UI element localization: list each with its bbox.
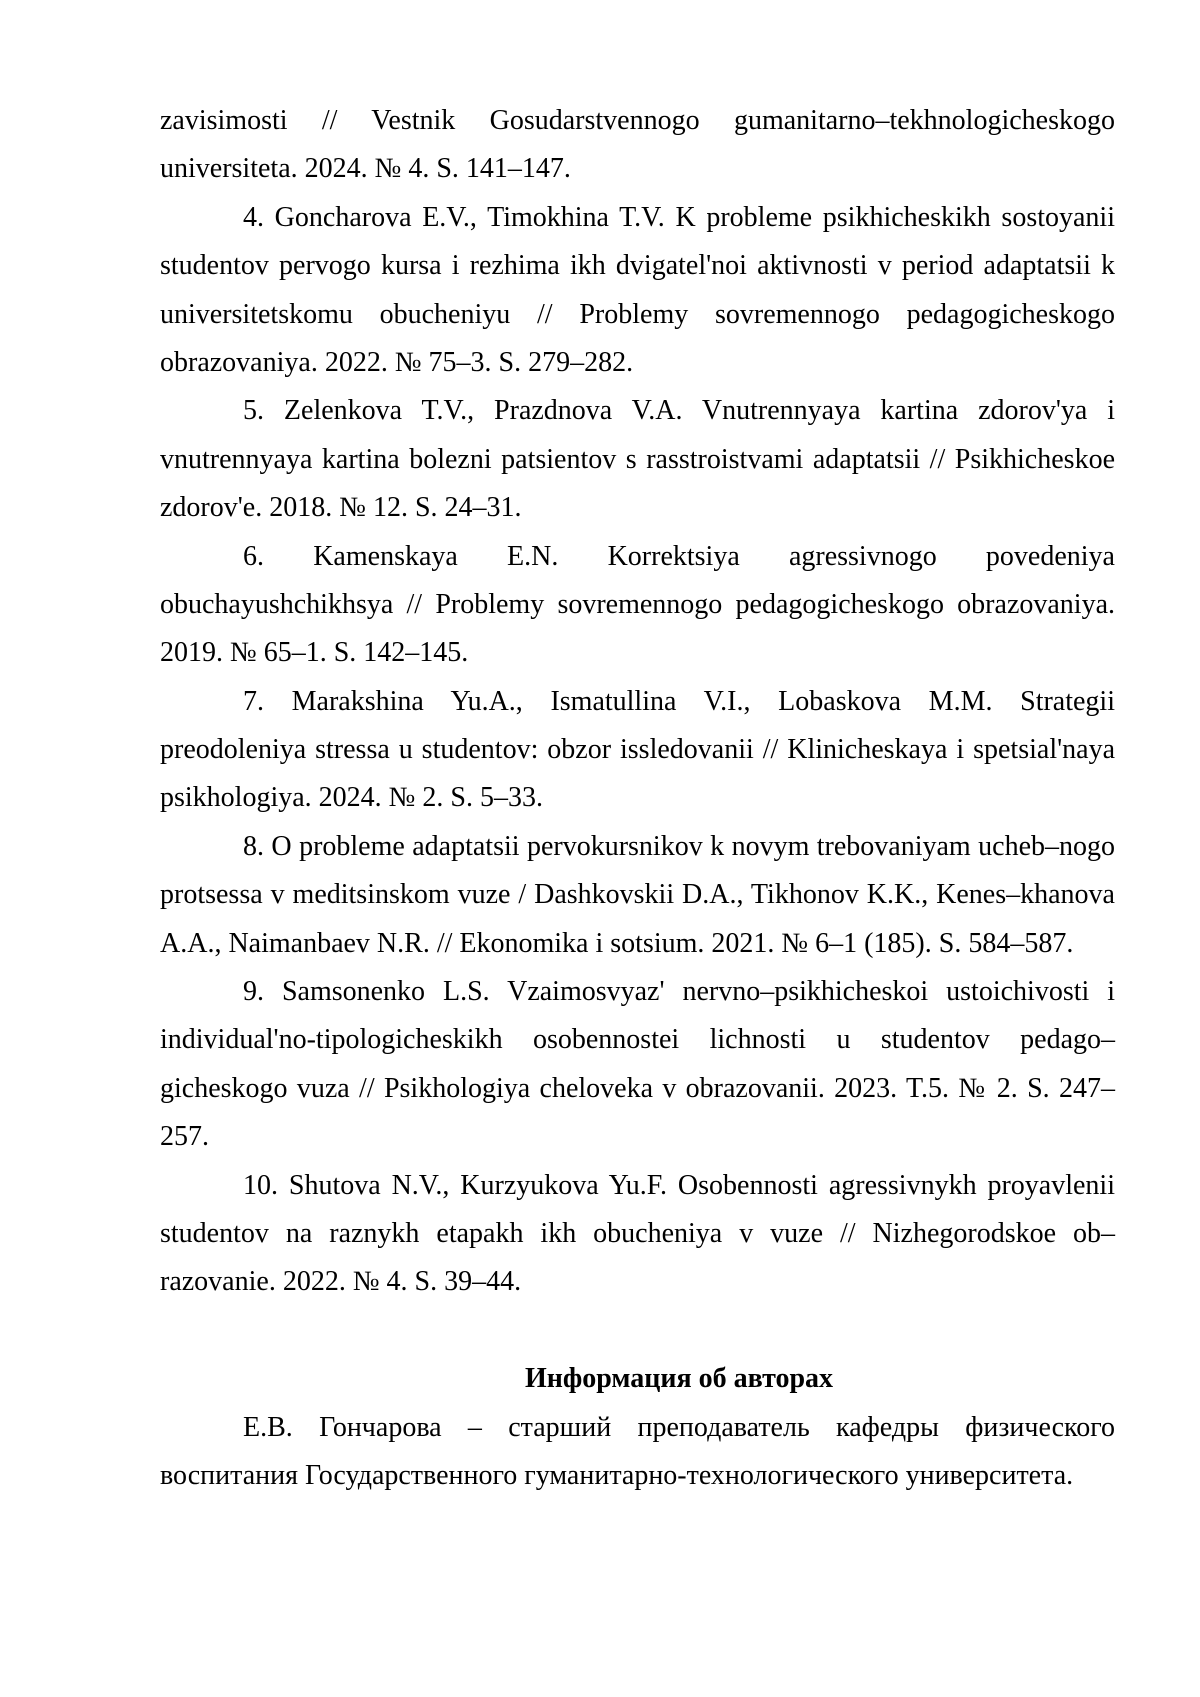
reference-paragraph-line: 10. Shutova N.V., Kurzyukova Yu.F. Osobennosti agressivnykh proyavlenii	[243, 1169, 1115, 1201]
reference-paragraph-line: individual'no-tipologicheskikh osobennostei lichnosti u studentov pedago–	[160, 1024, 1115, 1056]
reference-paragraph-line: zdorov'e. 2018. № 12. S. 24–31.	[160, 492, 522, 524]
reference-paragraph-line: 2019. № 65–1. S. 142–145.	[160, 637, 469, 669]
reference-paragraph-line: universitetskomu obucheniyu // Problemy sovremennogo pedagogicheskogo	[160, 298, 1115, 330]
reference-paragraph-line: protsessa v meditsinskom vuze / Dashkovskii D.A., Tikhonov K.K., Kenes–khanova	[160, 879, 1115, 911]
document-text-block	[160, 97, 1115, 1500]
reference-paragraph-line: obrazovaniya. 2022. № 75–3. S. 279–282.	[160, 346, 634, 378]
reference-paragraph-line: 6. Kamenskaya E.N. Korrektsiya agressivnogo povedeniya	[243, 540, 1115, 572]
reference-paragraph-line: psikhologiya. 2024. № 2. S. 5–33.	[160, 782, 543, 814]
author-info-paragraph-line: воспитания Государственного гуманитарно-технологического университета.	[160, 1459, 1074, 1491]
reference-paragraph	[160, 678, 1115, 823]
reference-paragraph-line: studentov pervogo kursa i rezhima ikh dvigatel'noi aktivnosti v period adaptatsii k	[160, 250, 1115, 282]
reference-paragraph-line: 9. Samsonenko L.S. Vzaimosvyaz' nervno–psikhicheskoi ustoichivosti i	[243, 976, 1115, 1008]
reference-paragraph-line: 5. Zelenkova T.V., Prazdnova V.A. Vnutrennyaya kartina zdorov'ya i	[243, 395, 1115, 427]
reference-paragraph	[160, 194, 1115, 388]
author-info-paragraph	[160, 1404, 1115, 1501]
reference-paragraph-line: obuchayushchikhsya // Problemy sovremennogo pedagogicheskogo obrazovaniya.	[160, 588, 1115, 620]
reference-paragraph-line: 8. O probleme adaptatsii pervokursnikov k novym trebovaniyam ucheb–nogo	[243, 830, 1115, 862]
reference-paragraph	[160, 823, 1115, 968]
authors-section-heading: Информация об авторах	[524, 1363, 834, 1395]
reference-paragraph	[160, 533, 1115, 678]
reference-paragraph-line: vnutrennyaya kartina bolezni patsientov s rasstroistvami adaptatsii // Psikhicheskoe	[160, 443, 1115, 475]
author-info-paragraph-line: Е.В. Гончарова – старший преподаватель кафедры физического	[243, 1411, 1115, 1443]
reference-paragraph	[160, 968, 1115, 1162]
reference-paragraph-line: studentov na raznykh etapakh ikh obucheniya v vuze // Nizhegorodskoe ob–	[160, 1217, 1115, 1249]
reference-paragraph-line: gicheskogo vuza // Psikhologiya cheloveka v obrazovanii. 2023. T.5. № 2. S. 247–	[160, 1072, 1115, 1104]
reference-paragraph-line: 257.	[160, 1121, 209, 1153]
reference-paragraph-line: universiteta. 2024. № 4. S. 141–147.	[160, 153, 571, 185]
reference-paragraph-line: razovanie. 2022. № 4. S. 39–44.	[160, 1266, 522, 1298]
reference-paragraph-line: preodoleniya stressa u studentov: obzor issledovanii // Klinicheskaya i spetsial'naya	[160, 734, 1115, 766]
reference-paragraph	[160, 97, 1115, 194]
blank-line	[160, 1307, 1115, 1355]
reference-paragraph	[160, 387, 1115, 532]
reference-paragraph-line: 4. Goncharova E.V., Timokhina T.V. K probleme psikhicheskikh sostoyanii	[243, 201, 1115, 233]
reference-paragraph-line: 7. Marakshina Yu.A., Ismatullina V.I., Lobaskova M.M. Strategii	[243, 685, 1115, 717]
reference-paragraph-line: zavisimosti // Vestnik Gosudarstvennogo gumanitarno–tekhnologicheskogo	[160, 105, 1115, 136]
reference-paragraph	[160, 1162, 1115, 1307]
reference-paragraph-line: A.A., Naimanbaev N.R. // Ekonomika i sotsium. 2021. № 6–1 (185). S. 584–587.	[160, 927, 1074, 959]
